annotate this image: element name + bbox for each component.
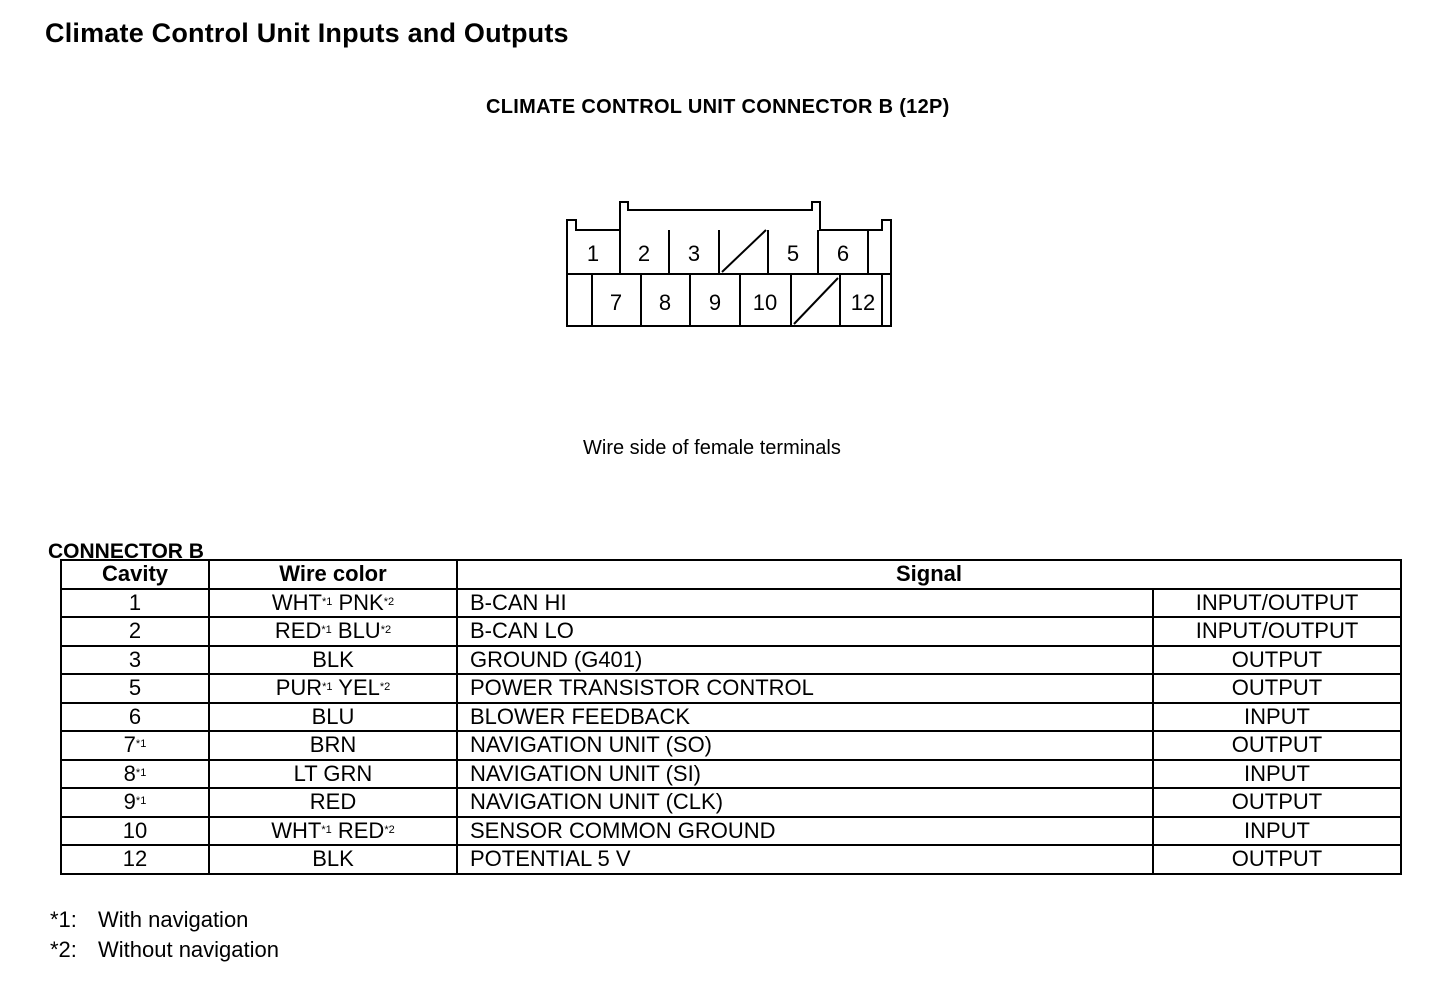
wire-color-cell xyxy=(209,646,457,675)
header-signal: Signal xyxy=(457,560,1401,589)
signal-cell: BLOWER FEEDBACK xyxy=(457,703,1153,732)
wire-color-cell xyxy=(209,817,457,846)
wire-footnote-ref: *2 xyxy=(379,681,391,694)
cavity-cell xyxy=(61,703,209,732)
wire-color: RED xyxy=(309,789,357,815)
section-label: CONNECTOR B xyxy=(48,540,204,563)
table-row xyxy=(61,760,1401,789)
cavity-label-9: 9 xyxy=(708,290,722,315)
table-row xyxy=(61,731,1401,760)
footnote-1 xyxy=(50,905,279,935)
wire-color: RED xyxy=(274,618,322,644)
signal-cell: SENSOR COMMON GROUND xyxy=(457,817,1153,846)
table-row xyxy=(61,703,1401,732)
cavity-label-7: 7 xyxy=(609,290,623,315)
cavity-cell xyxy=(61,760,209,789)
cavity-cell xyxy=(61,817,209,846)
signal-cell: NAVIGATION UNIT (SI) xyxy=(457,760,1153,789)
wire-color: BLK xyxy=(312,646,354,672)
table-row xyxy=(61,674,1401,703)
cavity-label-3: 3 xyxy=(687,241,701,266)
cavity-number: 1 xyxy=(128,589,142,615)
header-wire-color: Wire color xyxy=(209,560,457,589)
signal-cell: GROUND (G401) xyxy=(457,646,1153,675)
direction-cell: OUTPUT xyxy=(1153,646,1401,675)
cavity-label-12: 12 xyxy=(850,290,876,315)
cavity-number: 6 xyxy=(128,703,142,729)
wire-color-cell xyxy=(209,674,457,703)
wire-color: WHT xyxy=(271,589,322,615)
cavity-footnote-ref: *1 xyxy=(135,795,147,808)
wire-color-cell xyxy=(209,760,457,789)
cavity-cell xyxy=(61,674,209,703)
table-row xyxy=(61,617,1401,646)
footnote-text: With navigation xyxy=(98,907,249,932)
cavity-number: 5 xyxy=(128,675,142,701)
signal-cell: NAVIGATION UNIT (SO) xyxy=(457,731,1153,760)
direction-cell: INPUT xyxy=(1153,703,1401,732)
cavity-cell xyxy=(61,617,209,646)
wire-color-cell xyxy=(209,617,457,646)
unused-cavity-4 xyxy=(722,230,766,272)
wire-footnote-ref: *2 xyxy=(383,595,395,608)
wire-color-alt: YEL xyxy=(338,675,380,701)
cavity-label-5: 5 xyxy=(786,241,800,266)
wire-color-cell xyxy=(209,703,457,732)
direction-cell: OUTPUT xyxy=(1153,845,1401,874)
wire-color: PUR xyxy=(275,675,323,701)
cavity-cell xyxy=(61,731,209,760)
cavity-number: 7 xyxy=(123,732,136,758)
wire-color-cell xyxy=(209,845,457,874)
wire-color: LT GRN xyxy=(293,760,373,786)
wire-color-alt: BLU xyxy=(337,618,381,644)
direction-cell: OUTPUT xyxy=(1153,731,1401,760)
table-row xyxy=(61,817,1401,846)
wire-footnote-ref: *2 xyxy=(380,624,392,637)
direction-cell: INPUT/OUTPUT xyxy=(1153,617,1401,646)
signal-cell: POTENTIAL 5 V xyxy=(457,845,1153,874)
direction-cell: INPUT xyxy=(1153,817,1401,846)
direction-cell: OUTPUT xyxy=(1153,788,1401,817)
header-cavity: Cavity xyxy=(61,560,209,589)
table-row xyxy=(61,646,1401,675)
wire-color: BLK xyxy=(312,846,354,872)
cavity-number: 12 xyxy=(122,846,148,872)
wire-color-cell xyxy=(209,788,457,817)
connector-diagram xyxy=(562,196,898,332)
footnote-mark: *2: xyxy=(50,937,77,962)
cavity-number: 9 xyxy=(123,789,136,815)
signal-cell: B-CAN LO xyxy=(457,617,1153,646)
connector-b-outline xyxy=(562,196,898,332)
direction-cell: OUTPUT xyxy=(1153,674,1401,703)
cavity-number: 8 xyxy=(123,760,136,786)
cavity-cell xyxy=(61,646,209,675)
cavity-cell xyxy=(61,589,209,618)
connector-b-table xyxy=(60,559,1402,875)
footnotes xyxy=(50,905,279,965)
direction-cell: INPUT/OUTPUT xyxy=(1153,589,1401,618)
footnote-mark: *1: xyxy=(50,907,77,932)
table-row xyxy=(61,589,1401,618)
unused-cavity-11 xyxy=(794,278,838,324)
direction-cell: INPUT xyxy=(1153,760,1401,789)
table-row xyxy=(61,788,1401,817)
cavity-label-8: 8 xyxy=(658,290,672,315)
wire-color-alt: RED xyxy=(337,817,385,843)
wire-color-alt: PNK xyxy=(338,589,384,615)
wire-color-cell xyxy=(209,589,457,618)
cavity-number: 10 xyxy=(122,817,148,843)
signal-cell: NAVIGATION UNIT (CLK) xyxy=(457,788,1153,817)
wire-side-caption: Wire side of female terminals xyxy=(583,437,841,459)
footnote-2 xyxy=(50,935,279,965)
table-header-row xyxy=(61,560,1401,589)
cavity-number: 2 xyxy=(128,618,142,644)
cavity-cell xyxy=(61,845,209,874)
wire-color: BRN xyxy=(309,732,357,758)
signal-cell: POWER TRANSISTOR CONTROL xyxy=(457,674,1153,703)
signal-cell: B-CAN HI xyxy=(457,589,1153,618)
cavity-footnote-ref: *1 xyxy=(135,766,147,779)
cavity-cell xyxy=(61,788,209,817)
cavity-label-6: 6 xyxy=(836,241,850,266)
cavity-label-1: 1 xyxy=(586,241,600,266)
cavity-label-2: 2 xyxy=(637,241,651,266)
cavity-footnote-ref: *1 xyxy=(135,738,147,751)
wire-color: WHT xyxy=(271,817,322,843)
footnote-text: Without navigation xyxy=(98,937,279,962)
cavity-label-10: 10 xyxy=(752,290,778,315)
connector-title: CLIMATE CONTROL UNIT CONNECTOR B (12P) xyxy=(486,96,950,118)
page-title: Climate Control Unit Inputs and Outputs xyxy=(45,18,569,48)
wire-footnote-ref: *1 xyxy=(321,823,332,836)
table-row xyxy=(61,845,1401,874)
wire-footnote-ref: *1 xyxy=(321,624,332,637)
wire-footnote-ref: *2 xyxy=(384,823,395,836)
wire-color-cell xyxy=(209,731,457,760)
cavity-number: 3 xyxy=(128,646,142,672)
wire-footnote-ref: *1 xyxy=(322,681,333,694)
wire-footnote-ref: *1 xyxy=(321,595,333,608)
wire-color: BLU xyxy=(311,703,355,729)
